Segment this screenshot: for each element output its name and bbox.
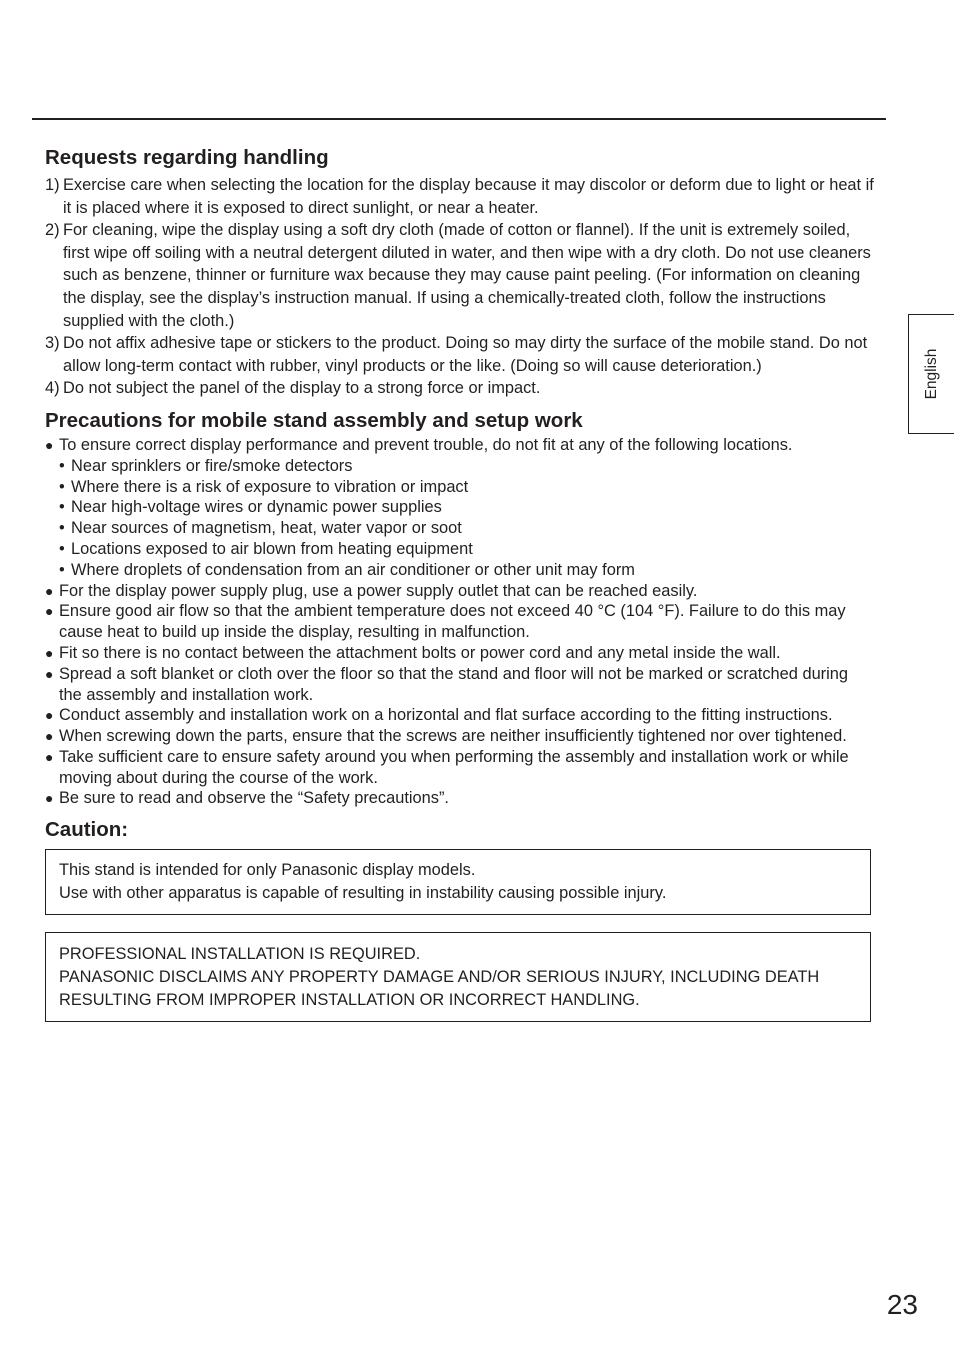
sub-bullet-icon: • [59,539,65,558]
handling-item [45,377,875,400]
handling-item [45,332,875,377]
item-number: 2) [45,221,60,240]
precaution-text: Conduct assembly and installation work on a horizontal and flat surface according to the fitting instructions. [59,706,833,725]
precaution-text: Take sufficient care to ensure safety around you when performing the assembly and installation work or while moving about during the course of the work. [59,747,849,787]
precaution-item [45,581,875,602]
header-rule [32,118,886,120]
item-text: For cleaning, wipe the display using a soft dry cloth (made of cotton or flannel). If the unit is extremely soiled, first wipe off soiling with a neutral detergent diluted in water, and then wipe with a dry cloth. Do not use cleaners such as benzene, thinner or furniture wax because they may cause paint peeling. (For information on cleaning the display, see the display’s instruction manual. If using a chemically-treated cloth, follow the instructions supplied with the cloth.) [63,221,871,330]
sub-bullet-icon: • [59,519,65,538]
precaution-item [45,601,875,643]
location-item [59,497,875,518]
bullet-icon: ● [45,436,54,453]
location-item [59,456,875,477]
item-text: Exercise care when selecting the location for the display because it may discolor or deform due to light or heat if it is placed where it is exposed to direct sunlight, or near a heater. [63,176,874,217]
location-text: Locations exposed to air blown from heating equipment [71,539,473,558]
item-text: Do not affix adhesive tape or stickers to the product. Doing so may dirty the surface of the mobile stand. Do not allow long-term contact with rubber, vinyl products or the like. (Doing so will cause deterioration.) [63,334,868,375]
caution-heading: Caution: [45,818,129,842]
location-text: Near sources of magnetism, heat, water vapor or soot [71,519,462,538]
warning-line: PROFESSIONAL INSTALLATION IS REQUIRED. [59,945,421,964]
page-number: 23 [886,1289,918,1320]
handling-heading: Requests regarding handling [45,146,329,169]
bullet-icon: ● [45,603,54,620]
location-text: Where droplets of condensation from an air conditioner or other unit may form [71,560,635,579]
page-content [45,145,875,1022]
precaution-text: When screwing down the parts, ensure that the screws are neither insufficiently tightened nor over tightened. [59,727,847,746]
precaution-item [45,788,875,809]
item-number: 1) [45,176,60,194]
precaution-intro: To ensure correct display performance and prevent trouble, do not fit at any of the following locations. [59,435,793,454]
caution-box [45,849,871,915]
precaution-text: Be sure to read and observe the “Safety precautions”. [59,789,449,808]
location-text: Where there is a risk of exposure to vibration or impact [71,477,469,496]
precaution-item [45,747,875,789]
sub-bullet-icon: • [59,477,65,496]
sub-bullet-icon: • [59,560,65,579]
precaution-item [45,705,875,726]
location-item [59,539,875,560]
precautions-list [45,435,875,809]
precaution-item [45,726,875,747]
language-tab-label: English [922,348,940,400]
precaution-text: Fit so there is no contact between the attachment bolts or power cord and any metal inside the wall. [59,643,781,662]
location-text: Near high-voltage wires or dynamic power supplies [71,498,442,517]
bullet-icon: ● [45,728,54,745]
bullet-icon: ● [45,748,54,765]
precaution-item [45,643,875,664]
bullet-icon: ● [45,665,54,682]
location-item [59,477,875,498]
precautions-heading: Precautions for mobile stand assembly and setup work [45,408,583,432]
language-tab [908,314,954,434]
sub-bullet-icon: • [59,498,65,517]
caution-line: Use with other apparatus is capable of resulting in instability causing possible injury. [59,884,667,903]
bullet-icon: ● [45,707,54,724]
handling-item [45,219,875,332]
precaution-text: Ensure good air flow so that the ambient temperature does not exceed 40 °C (104 °F). Failure to do this may cause heat to build up inside the display, resulting in malfunction. [59,602,846,642]
bullet-icon: ● [45,582,54,599]
precaution-text: For the display power supply plug, use a power supply outlet that can be reached easily. [59,581,698,600]
bullet-icon: ● [45,644,54,661]
caution-line: This stand is intended for only Panasonic display models. [59,861,476,880]
locations-list [59,456,875,581]
precaution-item [45,435,875,581]
warning-line: PANASONIC DISCLAIMS ANY PROPERTY DAMAGE AND/OR SERIOUS INJURY, INCLUDING DEATH RESULTING FROM IMPROPER INSTALLATION OR INCORRECT HANDLING. [59,968,820,1010]
bullet-icon: ● [45,790,54,807]
sub-bullet-icon: • [59,456,65,475]
item-number: 4) [45,379,60,398]
location-item [59,560,875,581]
precaution-text: Spread a soft blanket or cloth over the floor so that the stand and floor will not be marked or scratched during the assembly and installation work. [59,664,849,704]
precaution-item [45,664,875,706]
installation-warning-box [45,932,871,1022]
item-number: 3) [45,334,60,353]
location-item [59,518,875,539]
location-text: Near sprinklers or fire/smoke detectors [71,456,353,475]
item-text: Do not subject the panel of the display to a strong force or impact. [63,379,541,398]
handling-item [45,174,875,219]
handling-list [45,174,875,400]
